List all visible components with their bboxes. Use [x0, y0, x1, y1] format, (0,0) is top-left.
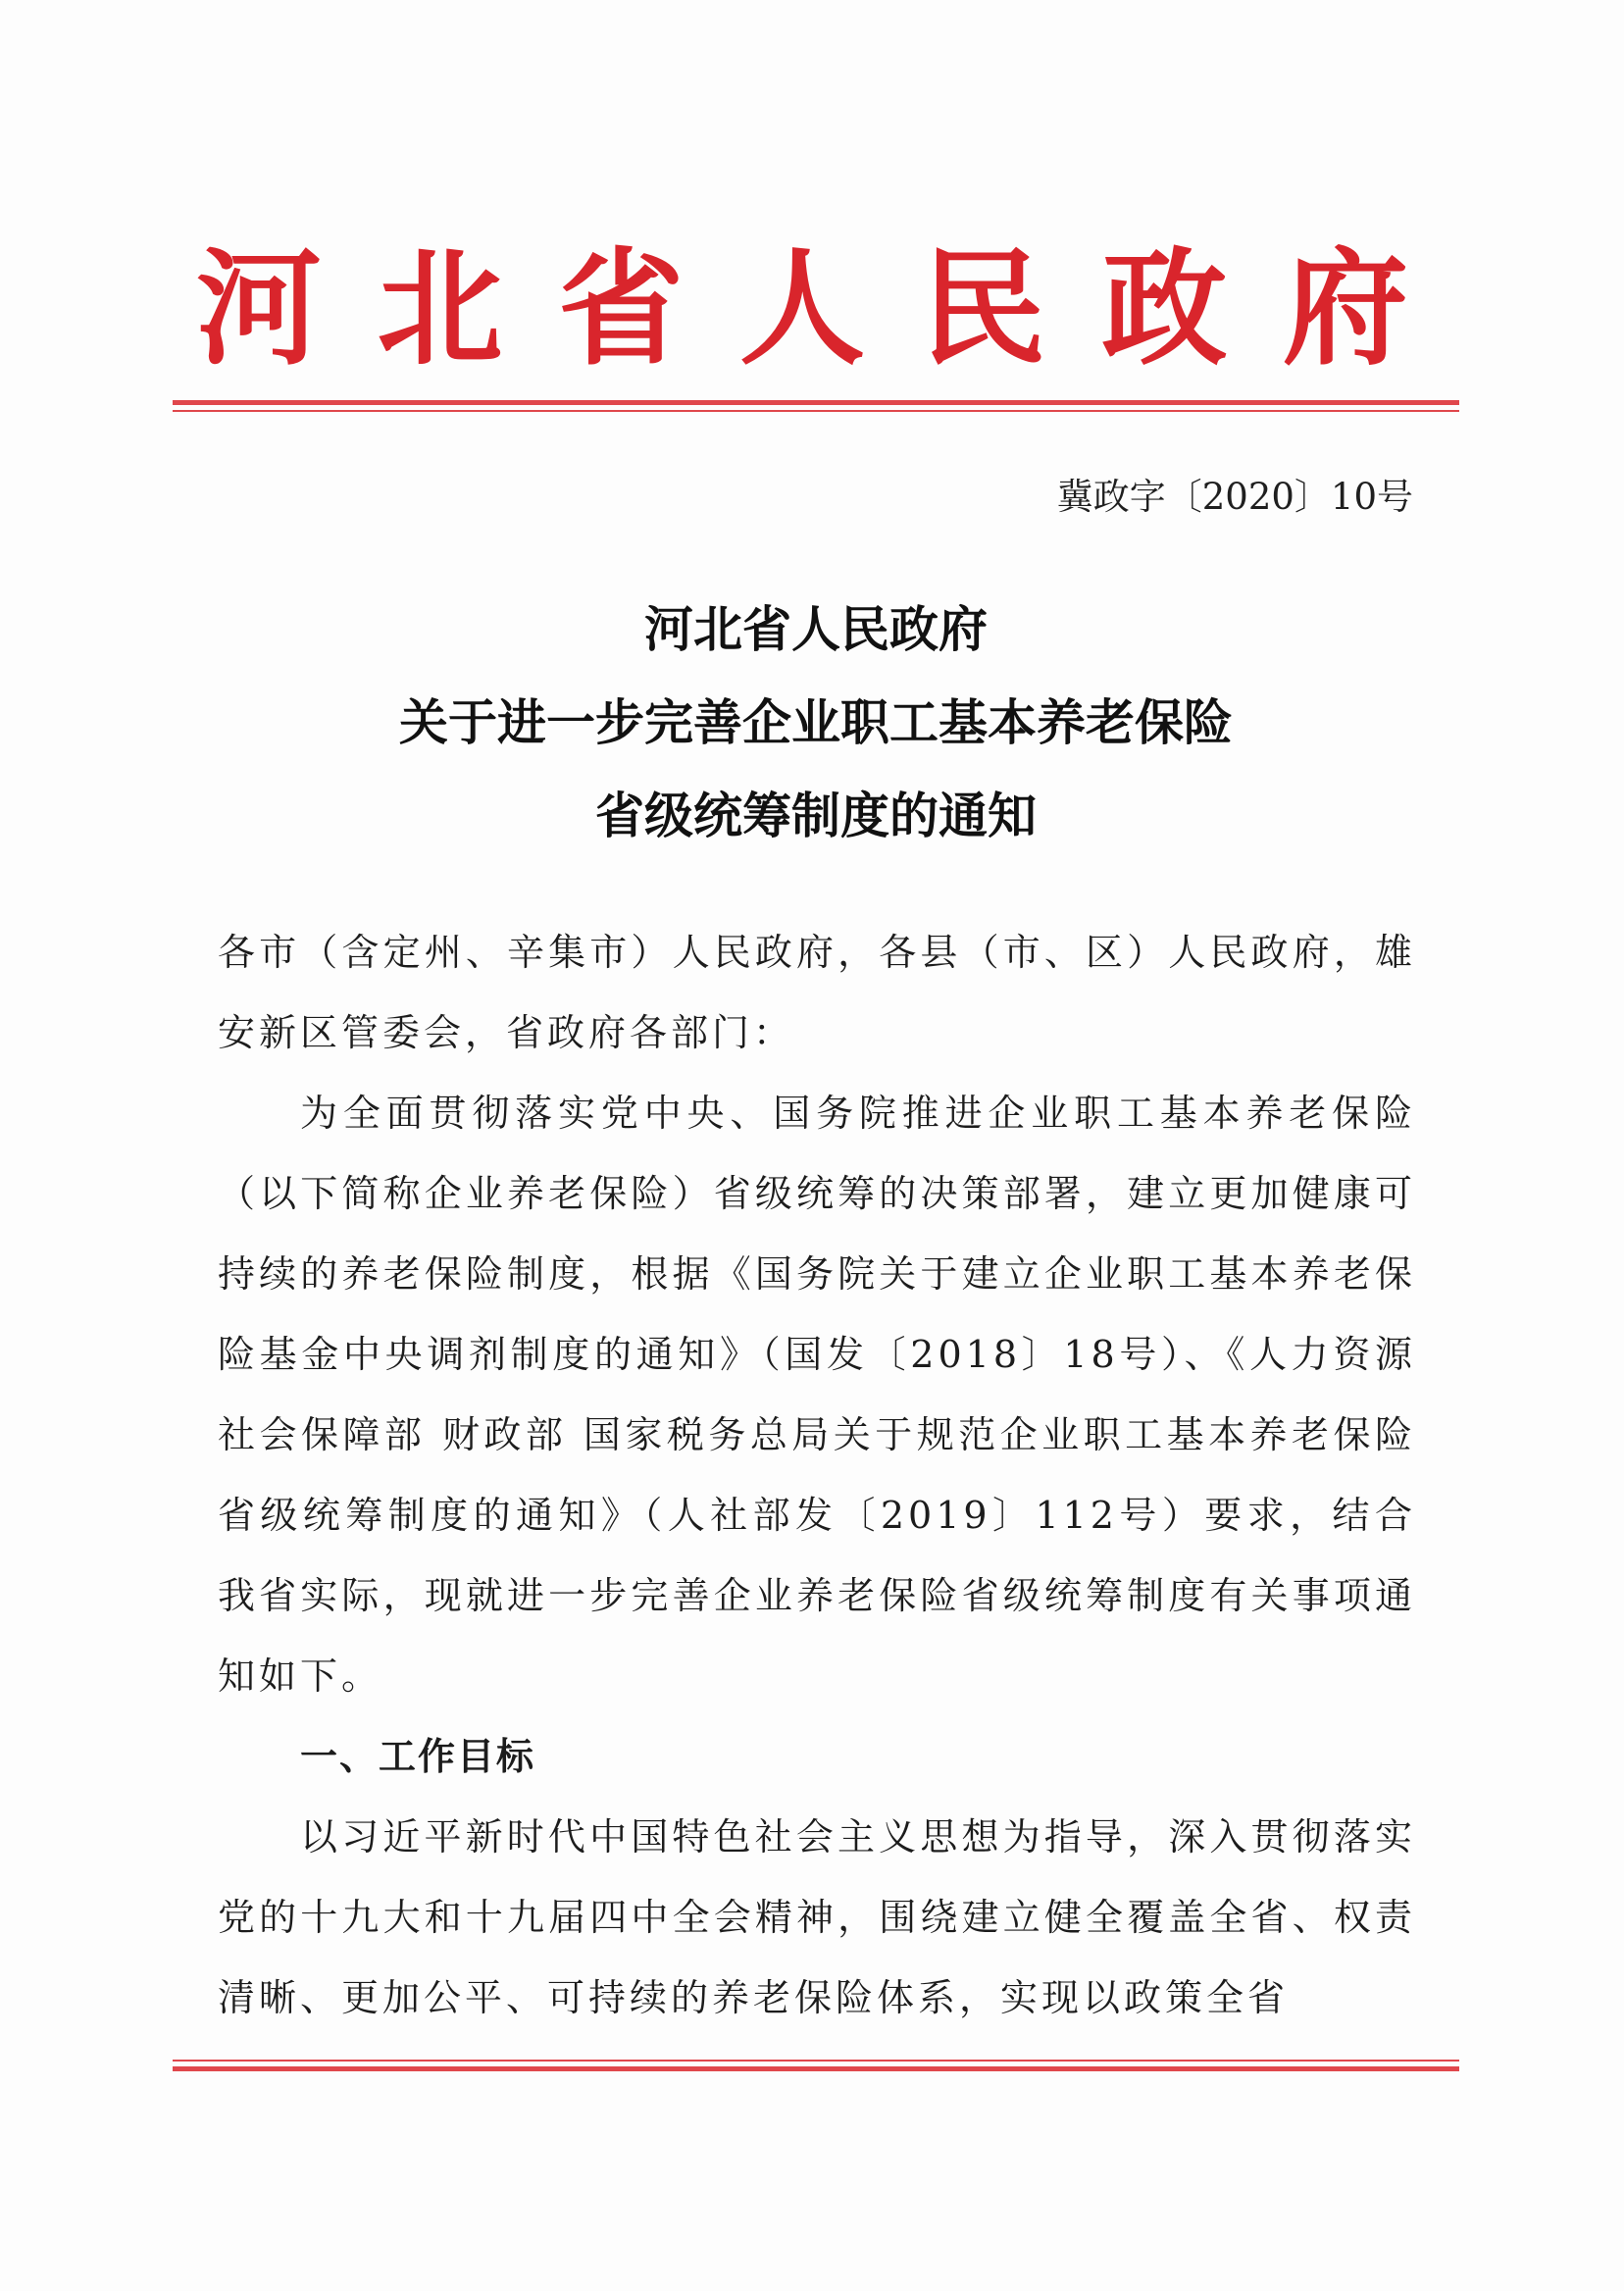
section-heading-goals: 一、工作目标	[300, 1735, 536, 1778]
header-rule-thin	[173, 410, 1459, 412]
footer-rule-thin	[173, 2060, 1459, 2062]
document-body	[218, 912, 1416, 2038]
title-line-2: 关于进一步完善企业职工基本养老保险	[399, 693, 1233, 751]
addressee: 各市（含定州、辛集市）人民政府，各县（市、区）人民政府，雄安新区管委会，省政府各部门：	[218, 931, 1416, 1054]
document-number: 冀政字〔2020〕10号	[1056, 476, 1413, 518]
footer-rule-thick	[173, 2066, 1459, 2071]
paragraph-goals: 以习近平新时代中国特色社会主义思想为指导，深入贯彻落实党的十九大和十九届四中全会精神，围绕建立健全覆盖全省、权责清晰、更加公平、可持续的养老保险体系，实现以政策全省	[218, 1815, 1416, 2019]
title-line-3: 省级统筹制度的通知	[595, 787, 1037, 844]
paragraph-intro: 为全面贯彻落实党中央、国务院推进企业职工基本养老保险（以下简称企业养老保险）省级统筹的决策部署，建立更加健康可持续的养老保险制度，根据《国务院关于建立企业职工基本养老保险基金中央调剂制度的通知》（国发〔2018〕18号）、《人力资源社会保障部 财政部 国家税务总局关于规范企业职工基本养老保险省级统筹制度的通知》（人社部发〔2019〕112号）要求，结合我省实际，现就进一步完善企业养老保险省级统筹制度有关事项通知如下。	[218, 1092, 1416, 1698]
issuer-header: 河北省人民政府	[196, 235, 1412, 382]
title-line-1: 河北省人民政府	[644, 600, 988, 658]
header-rule-thick	[173, 400, 1459, 405]
